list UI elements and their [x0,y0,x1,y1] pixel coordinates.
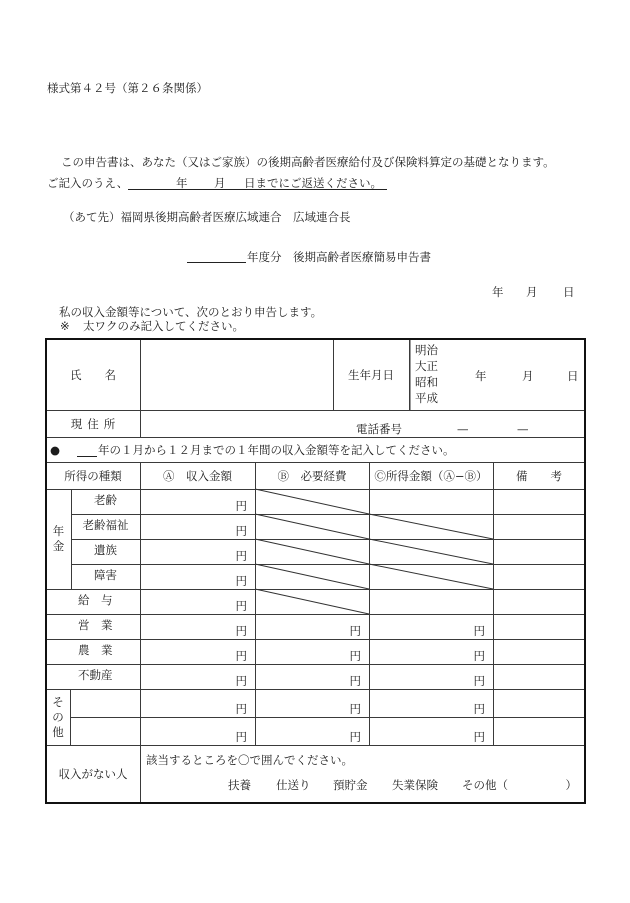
no-income-option-dependent[interactable]: 扶養 [228,778,251,792]
yen-unit: 円 [235,624,247,638]
yen-unit: 円 [349,730,361,744]
filing-year-label: 年 [492,285,504,299]
revenue-field[interactable] [141,540,255,564]
yen-unit: 円 [473,730,485,744]
remarks-field[interactable] [494,690,585,717]
yen-unit: 円 [349,702,361,716]
column-header-remarks: 備 考 [516,468,562,483]
era-option-meiji[interactable]: 明治 [415,343,438,357]
pension-group-label-cell [46,489,71,589]
income-type-label: 障害 [94,568,117,582]
income-type-label: 給 与 [78,593,113,607]
revenue-field[interactable] [141,515,255,539]
yen-unit: 円 [349,649,361,663]
bullet-icon: ● [50,443,61,457]
remarks-field[interactable] [494,590,585,614]
expenses-field[interactable] [256,640,369,664]
no-income-option-savings[interactable]: 預貯金 [333,778,368,792]
column-header-expenses: Ⓑ 必要経費 [277,468,347,483]
no-income-label: 収入がない人 [58,767,128,781]
pension-group-label: 年金 [52,524,65,553]
income-instruction-text: 年の１月から１２月までの１年間の収入金額等を記入してください。 [98,443,455,457]
birth-date-field[interactable] [410,340,585,410]
column-header-income-amount: Ⓒ所得金額（Ⓐ−Ⓑ） [374,468,488,483]
expenses-field[interactable] [256,690,369,717]
no-income-option-other[interactable]: その他（ ） [462,778,577,792]
income-amount-field[interactable] [370,690,493,717]
remarks-field[interactable] [494,665,585,689]
filing-month-label: 月 [526,285,538,299]
income-amount-cell-not-applicable [370,565,493,589]
expenses-field[interactable] [256,665,369,689]
no-income-instruction: 該当するところを〇で囲んでください。 [146,753,353,767]
revenue-field[interactable] [141,615,255,639]
income-type-label: 農 業 [78,643,113,657]
yen-unit: 円 [235,499,247,513]
income-amount-field[interactable] [370,665,493,689]
fiscal-year-field[interactable] [188,248,245,262]
expenses-field[interactable] [256,718,369,745]
return-day-suffix: 日までにご返送ください。 [244,176,382,190]
yen-unit: 円 [235,674,247,688]
yen-unit: 円 [235,599,247,613]
address-label: 現住所 [70,416,121,431]
expenses-cell-not-applicable [256,515,369,539]
other-income-type-field[interactable] [71,690,140,717]
no-income-option-allowance[interactable]: 仕送り [276,778,311,792]
income-amount-cell-not-applicable [370,540,493,564]
birth-date-label: 生年月日 [348,367,394,382]
yen-unit: 円 [349,624,361,638]
yen-unit: 円 [235,702,247,716]
income-type-label: 老齢福祉 [82,518,129,532]
revenue-field[interactable] [141,690,255,717]
yen-unit: 円 [235,524,247,538]
birth-year-label: 年 [475,369,487,383]
era-option-taisho[interactable]: 大正 [415,359,438,373]
phone-label: 電話番号 [356,422,402,436]
income-amount-field[interactable] [370,615,493,639]
yen-unit: 円 [235,649,247,663]
yen-unit: 円 [473,702,485,716]
addressee: （あて先）福岡県後期高齢者医療広域連合 広域連合長 [63,210,351,224]
yen-unit: 円 [235,574,247,588]
address-field[interactable] [141,411,351,437]
yen-unit: 円 [473,649,485,663]
income-amount-cell-not-applicable [370,515,493,539]
column-header-revenue: Ⓐ 収入金額 [163,468,232,483]
revenue-field[interactable] [141,665,255,689]
income-amount-field[interactable] [370,590,493,614]
fiscal-year-underline [187,262,246,263]
expenses-cell-not-applicable [256,590,369,614]
income-type-label: 老齢 [94,493,117,507]
note-text: 太ワクのみ記入してください。 [83,319,244,333]
yen-unit: 円 [349,674,361,688]
expenses-field[interactable] [256,615,369,639]
phone-field[interactable] [410,411,584,437]
revenue-field[interactable] [141,490,255,514]
intro-line-2-prefix: ご記入のうえ、 [47,176,129,190]
income-year-underline [77,456,97,457]
note-mark: ※ [60,319,70,333]
income-amount-field[interactable] [370,640,493,664]
era-option-heisei[interactable]: 平成 [415,391,438,405]
other-group-label: その他 [52,694,64,739]
income-type-label: 遺族 [94,543,117,557]
phone-separator-2: — [517,422,529,436]
income-amount-field[interactable] [370,718,493,745]
filing-day-label: 日 [563,285,575,299]
remarks-field[interactable] [494,615,585,639]
form-number: 様式第４２号（第２６条関係） [47,81,208,95]
birth-month-label: 月 [522,369,534,383]
income-amount-field[interactable] [370,490,493,514]
expenses-cell-not-applicable [256,565,369,589]
remarks-field[interactable] [494,565,585,589]
income-type-label: 不動産 [78,668,113,682]
yen-unit: 円 [473,624,485,638]
expenses-cell-not-applicable [256,490,369,514]
revenue-field[interactable] [141,590,255,614]
revenue-field[interactable] [141,718,255,745]
birth-day-label: 日 [567,369,579,383]
return-year-field[interactable] [130,176,174,190]
remarks-field[interactable] [494,515,585,539]
column-header-income-type: 所得の種類 [64,468,122,483]
name-field[interactable] [141,340,333,410]
declaration-text: 私の収入金額等について、次のとおり申告します。 [59,305,323,319]
name-label: 氏 名 [70,367,116,382]
yen-unit: 円 [473,674,485,688]
revenue-field[interactable] [141,640,255,664]
document-title: 年度分 後期高齢者医療簡易申告書 [247,250,431,264]
intro-line-1: この申告書は、あなた（又はご家族）の後期高齢者医療給付及び保険料算定の基礎となります。 [61,155,555,169]
return-year-label: 年 [176,176,188,190]
return-month-label: 月 [214,176,226,190]
income-type-label: 営 業 [78,618,113,632]
phone-separator-1: — [457,422,469,436]
remarks-field[interactable] [494,490,585,514]
other-group-label-cell [46,689,70,745]
remarks-field[interactable] [494,640,585,664]
yen-unit: 円 [235,730,247,744]
remarks-field[interactable] [494,540,585,564]
income-year-field[interactable] [77,442,97,456]
revenue-field[interactable] [141,565,255,589]
remarks-field[interactable] [494,718,585,745]
no-income-option-unemployment[interactable]: 失業保険 [392,778,438,792]
expenses-cell-not-applicable [256,540,369,564]
other-income-type-field[interactable] [71,718,140,745]
era-option-showa[interactable]: 昭和 [415,375,438,389]
yen-unit: 円 [235,549,247,563]
